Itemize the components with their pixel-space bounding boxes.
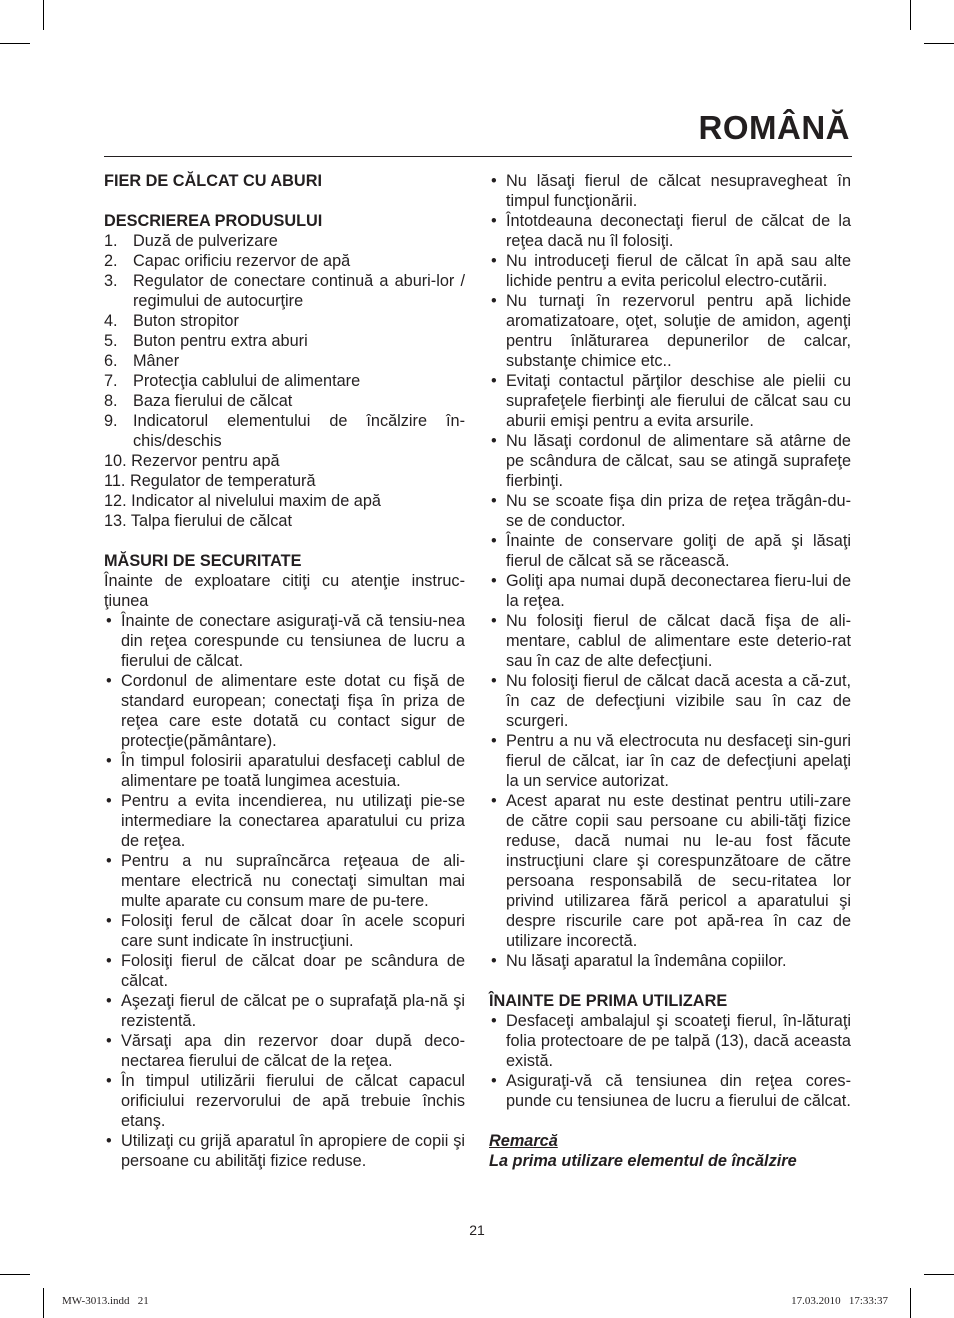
list-item: 13. Talpa fierului de călcat <box>104 512 292 530</box>
list-item: • Utilizaţi cu grijă aparatul în apropiere de copii şi persoane cu abilităţi fizice reduse. <box>104 1131 465 1171</box>
list-item: • Evitaţi contactul părţilor deschise ale pielii cu suprafeţele fierbinţi ale fierului de călcat sau cu aburii emişi pentru a evita arsurile. <box>489 371 851 431</box>
safety-heading: MĂSURI DE SECURITATE <box>104 552 302 570</box>
crop-mark-bottom-right-vertical <box>910 1288 911 1318</box>
list-item: • Nu turnaţi în rezervorul pentru apă lichide aromatizatoare, oţet, soluţie de amidon, agenţi pentru înlăturarea depunerilor de calcar, substanţe chimice etc.. <box>489 291 851 371</box>
crop-mark-top-right-horizontal <box>924 43 954 44</box>
remark-text: La prima utilizare elementul de încălzire <box>489 1152 797 1170</box>
slug-file-info: MW-3013.indd 21 <box>62 1295 149 1307</box>
list-item: • Înainte de conservare goliţi de apă şi lăsaţi fierul de călcat să se răcească. <box>489 531 851 571</box>
list-item: 2. Capac orificiu rezervor de apă <box>104 252 351 270</box>
crop-mark-bottom-right-horizontal <box>924 1274 954 1275</box>
list-item: • Nu folosiţi fierul de călcat dacă fişa de ali-mentare, cablul de alimentare este deterio-rat sau în caz de alte defecţiuni. <box>489 611 851 671</box>
list-item: • Pentru a nu supraîncărca reţeaua de ali-mentare electrică nu conectaţi simultan mai multe aparate cu consum mare de pu-tere. <box>104 851 465 911</box>
description-heading: DESCRIEREA PRODUSULUI <box>104 212 323 230</box>
crop-mark-top-left-vertical <box>43 0 44 30</box>
crop-mark-top-left-horizontal <box>0 43 30 44</box>
right-column <box>489 171 851 1171</box>
list-item: • Pentru a evita incendierea, nu utilizaţi pie-se intermediare la conectarea aparatului cu priza de reţea. <box>104 791 465 851</box>
list-item: 8. Baza fierului de călcat <box>104 392 293 410</box>
list-item: 12. Indicator al nivelului maxim de apă <box>104 492 381 510</box>
list-item: • Nu lăsaţi aparatul la îndemâna copiilor. <box>489 951 851 971</box>
list-item: • Înainte de conectare asiguraţi-vă că tensiu-nea din reţea corespunde cu tensiunea de lucru a fierului de călcat. <box>104 611 465 671</box>
list-item: • Pentru a nu vă electrocuta nu desfaceţi sin-guri fierul de călcat, iar în caz de defecţiuni apelaţi la un service autorizat. <box>489 731 851 791</box>
list-item: • Nu se scoate fişa din priza de reţea trăgân-du-se de conductor. <box>489 491 851 531</box>
left-column <box>104 171 465 1171</box>
list-item: 10. Rezervor pentru apă <box>104 452 280 470</box>
page-number: 21 <box>469 1222 485 1238</box>
list-item: • Cordonul de alimentare este dotat cu fişă de standard european; conectaţi fişa în priza de reţea care este dotată cu contact sigur de protecţie(pământare). <box>104 671 465 751</box>
list-item: • În timpul utilizării fierului de călcat capacul orificiului rezervorului de apă trebuie închis etanş. <box>104 1071 465 1131</box>
list-item: • Aşezaţi fierul de călcat pe o suprafaţă pla-nă şi rezistentă. <box>104 991 465 1031</box>
crop-mark-bottom-left-horizontal <box>0 1274 30 1275</box>
list-item: • Nu lăsaţi fierul de călcat nesupravegheat în timpul funcţionării. <box>489 171 851 211</box>
list-item: 5. Buton pentru extra aburi <box>104 332 308 350</box>
list-item: 11. Regulator de temperatură <box>104 472 316 490</box>
list-item: • Goliţi apa numai după deconectarea fieru-lui de la reţea. <box>489 571 851 611</box>
list-item: 6. Mâner <box>104 352 180 370</box>
list-item: • Nu folosiţi fierul de călcat dacă acesta a că-zut, în caz de defecţiuni vizibile sau în caz de scurgeri. <box>489 671 851 731</box>
list-item: 9. Indicatorul elementului de încălzire în-chis/deschis <box>104 412 465 450</box>
first-use-heading: ÎNAINTE DE PRIMA UTILIZARE <box>489 992 728 1010</box>
header-rule <box>104 156 852 157</box>
safety-list-continued <box>489 171 851 971</box>
list-item: • Acest aparat nu este destinat pentru utili-zare de către copii sau persoane cu abili-tăţi fizice reduse, dacă numai nu le-au fost făcute instrucţiuni clare şi corespunzătoare de către persoana responsabilă de secu-ritatea lor privind utilizarea fără pericol a aparatului şi despre riscurile care pot apă-rea în caz de utilizare incorectă. <box>489 791 851 951</box>
safety-list <box>104 611 465 1171</box>
list-item: • Desfaceţi ambalajul şi scoateţi fierul, în-lăturaţi folia protectoare de pe talpă (13), dacă aceasta există. <box>489 1011 851 1071</box>
remark-title: Remarcă <box>489 1132 558 1150</box>
list-item: • Nu lăsaţi cordonul de alimentare să atârne de pe scândura de călcat, sau se atingă suprafeţe fierbinţi. <box>489 431 851 491</box>
crop-mark-top-right-vertical <box>910 0 911 30</box>
crop-mark-bottom-left-vertical <box>43 1288 44 1318</box>
list-item: • Asiguraţi-vă că tensiunea din reţea cores-punde cu tensiunea de lucru a fierului de călcat. <box>489 1071 851 1111</box>
list-item: • Nu introduceţi fierul de călcat în apă sau alte lichide pentru a evita pericolul electro-cutării. <box>489 251 851 291</box>
parts-list <box>104 231 465 531</box>
list-item: • În timpul folosirii aparatului desfaceţi cablul de alimentare pe toată lungimea acestuia. <box>104 751 465 791</box>
language-title: ROMÂNĂ <box>698 109 850 146</box>
slug-timestamp: 17.03.2010 17:33:37 <box>791 1295 888 1307</box>
list-item: • Folosiţi ferul de călcat doar în acele scopuri care sunt indicate în instrucţiuni. <box>104 911 465 951</box>
list-item: • Vărsaţi apa din rezervor doar după deco-nectarea fierului de călcat de la reţea. <box>104 1031 465 1071</box>
list-item: 7. Protecţia cablului de alimentare <box>104 372 361 390</box>
list-item: • Întotdeauna deconectaţi fierul de călcat de la reţea dacă nu îl folosiţi. <box>489 211 851 251</box>
first-use-list <box>489 1011 851 1111</box>
list-item: • Folosiţi fierul de călcat doar pe scândura de călcat. <box>104 951 465 991</box>
list-item: 1. Duză de pulverizare <box>104 232 278 250</box>
safety-intro: Înainte de exploatare citiţi cu atenţie instruc-ţiunea <box>104 572 465 610</box>
product-title: FIER DE CĂLCAT CU ABURI <box>104 172 322 190</box>
list-item: 3. Regulator de conectare continuă a aburi-lor / regimului de autocurţire <box>104 272 465 310</box>
list-item: 4. Buton stropitor <box>104 312 239 330</box>
